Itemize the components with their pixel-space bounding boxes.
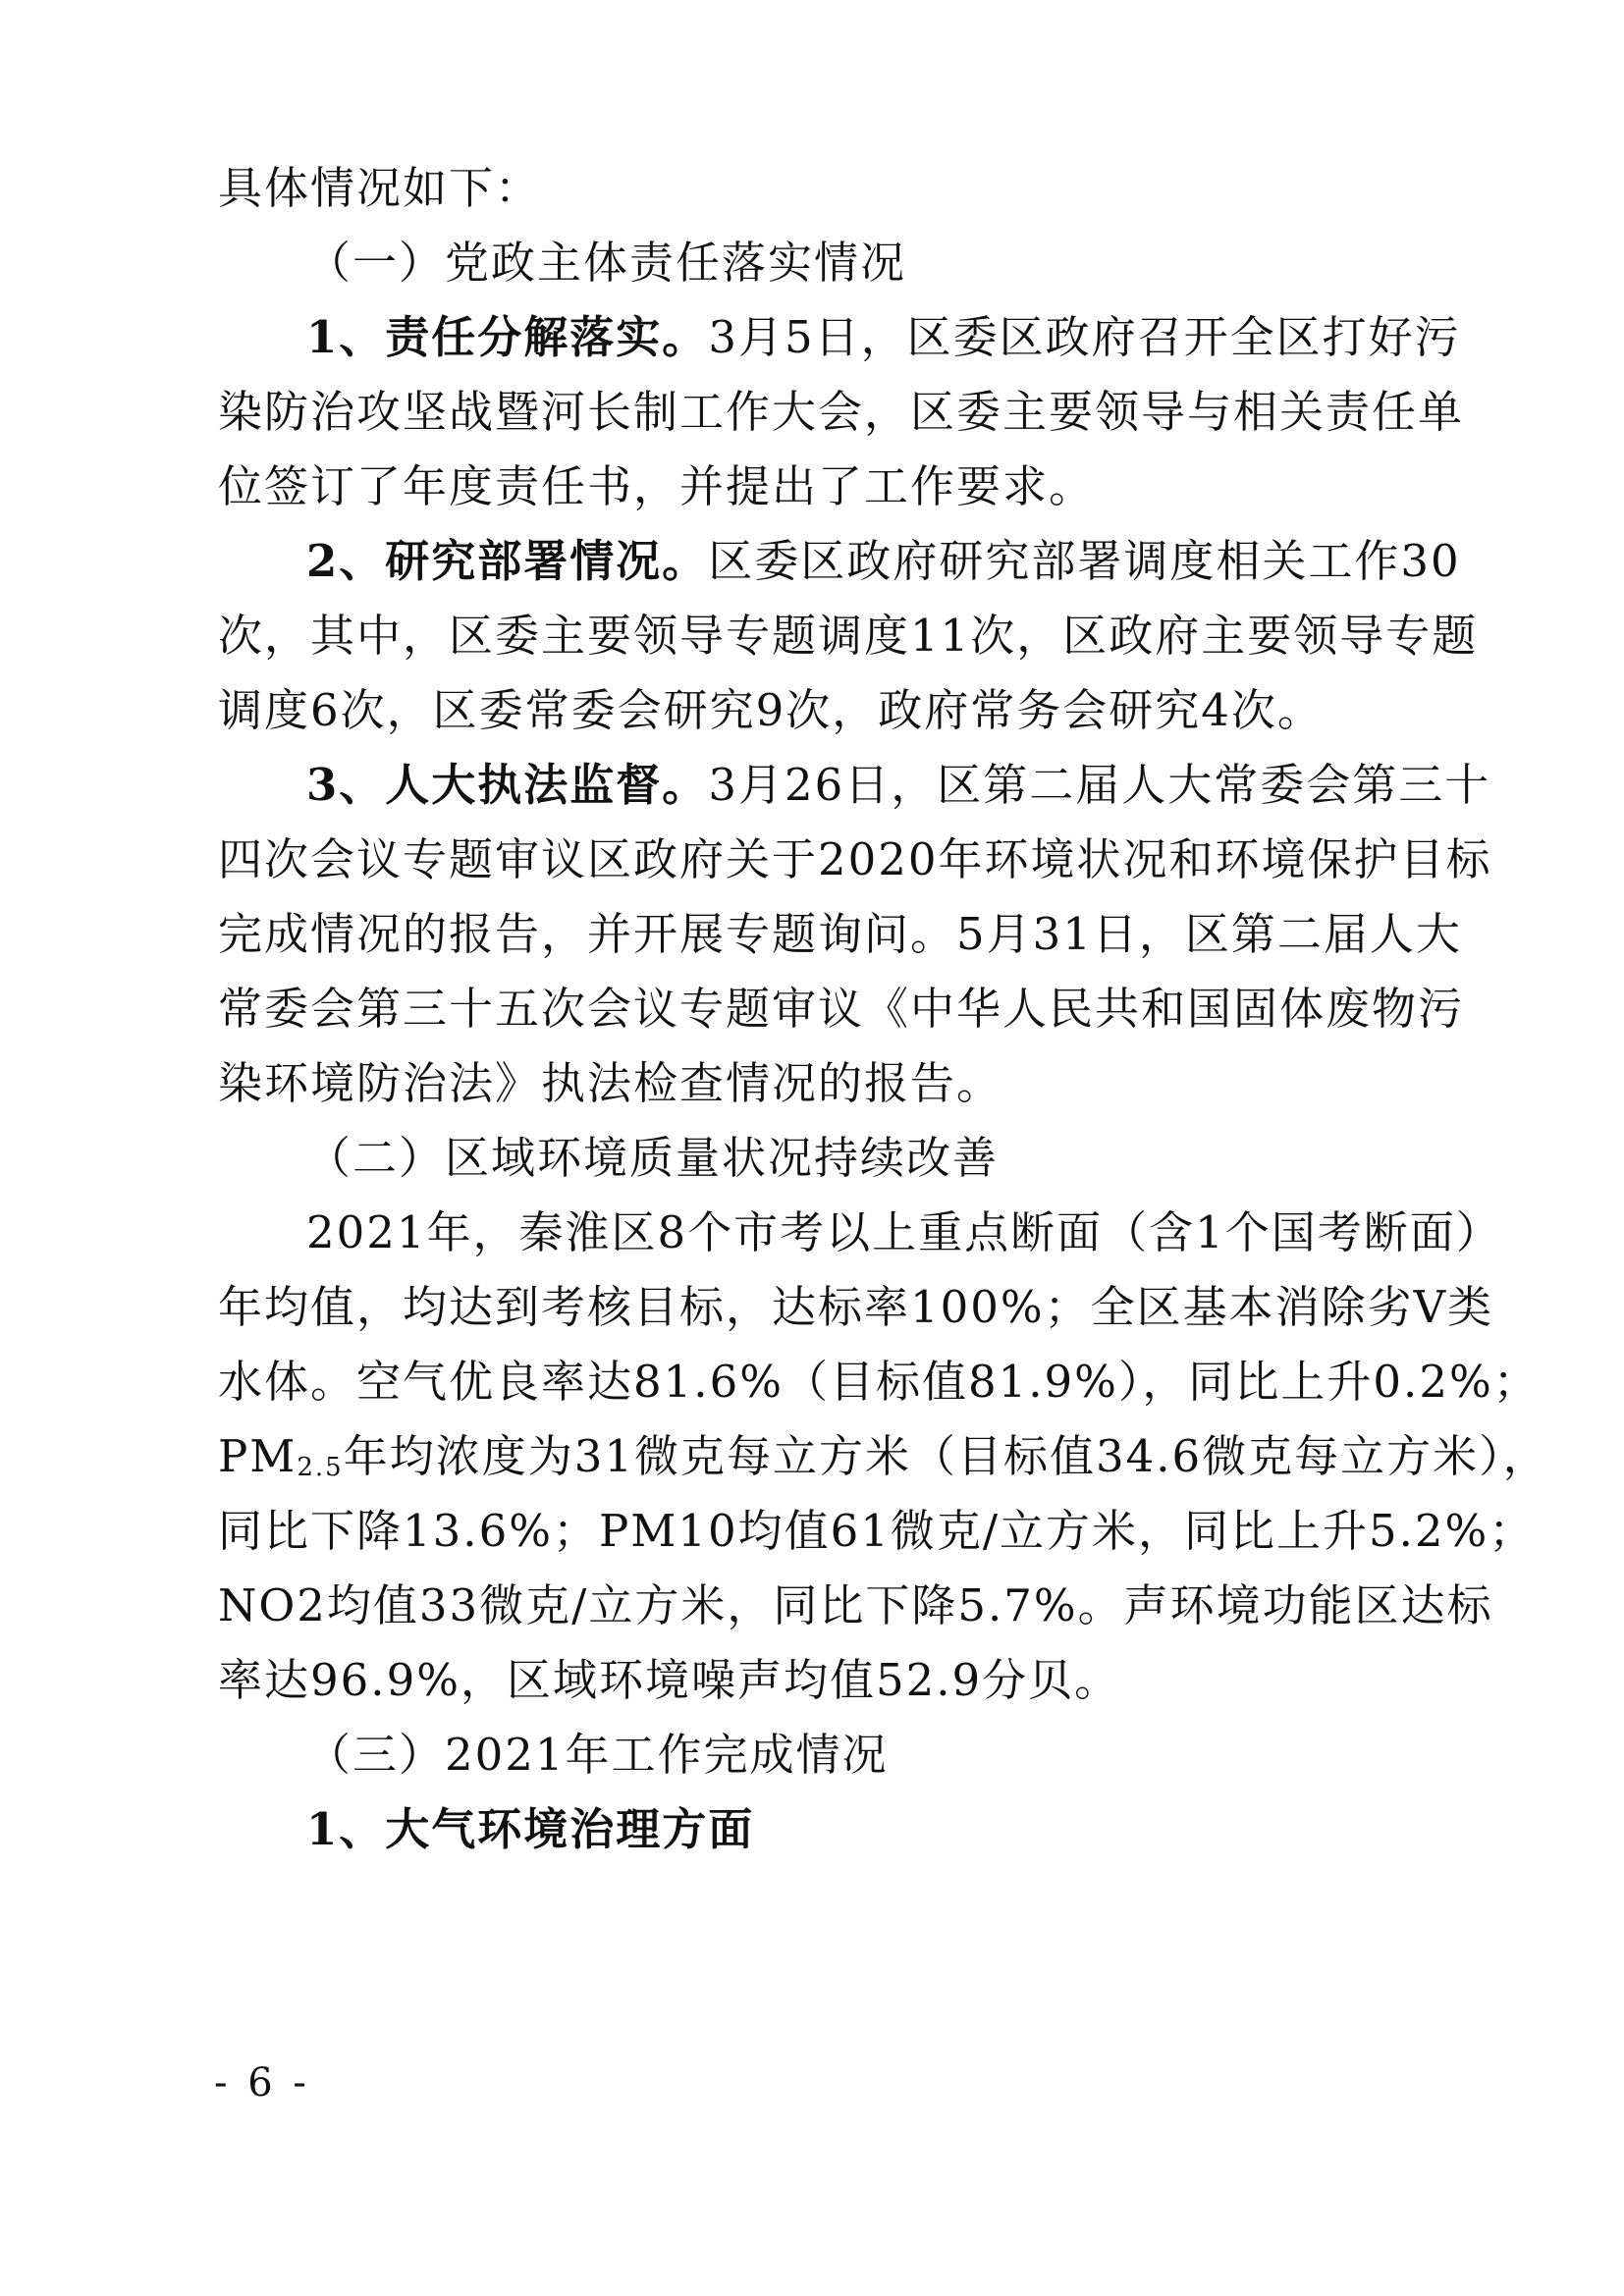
pm-label: PM xyxy=(218,1430,298,1482)
item3-line1 xyxy=(306,746,1491,825)
section1-heading: （一）党政主体责任落实情况 xyxy=(306,237,907,289)
section2-line7: 率达96.9%，区域环境噪声均值52.9分贝。 xyxy=(218,1654,1121,1706)
item2-line1 xyxy=(306,522,1461,601)
section2-line2: 年均值，均达到考核目标，达标率100%；全区基本消除劣V类 xyxy=(218,1281,1494,1333)
section2-line5: 同比下降13.6%；PM10均值61微克/立方米，同比上升5.2%； xyxy=(218,1505,1536,1557)
item1-line2: 染防治攻坚战暨河长制工作大会，区委主要领导与相关责任单 xyxy=(218,386,1465,438)
item3-line4: 常委会第三十五次会议专题审议《中华人民共和国固体废物污 xyxy=(218,983,1465,1035)
item2-line3: 调度6次，区委常委会研究9次，政府常务会研究4次。 xyxy=(218,684,1324,736)
sub1-heading: 1、大气环境治理方面 xyxy=(306,1803,755,1855)
intro-line: 具体情况如下： xyxy=(218,162,542,214)
section2-heading: （二）区域环境质量状况持续改善 xyxy=(306,1132,1000,1184)
section2-line6: NO2均值33微克/立方米，同比下降5.7%。声环境功能区达标 xyxy=(218,1579,1493,1631)
section2-line1: 2021年，秦淮区8个市考以上重点断面（含1个国考断面） xyxy=(306,1206,1502,1258)
item2-title: 2、研究部署情况。 xyxy=(306,535,709,587)
item1-line1 xyxy=(306,298,1461,377)
section2-line3: 水体。空气优良率达81.6%（目标值81.9%），同比上升0.2%； xyxy=(218,1356,1540,1408)
item3-line2: 四次会议专题审议区政府关于2020年环境状况和环境保护目标 xyxy=(218,833,1492,885)
section2-line4 xyxy=(218,1417,1549,1496)
item1-text1: 3月5日，区委区政府召开全区打好污 xyxy=(708,311,1461,363)
page-number: - 6 - xyxy=(214,2060,310,2106)
item3-line3: 完成情况的报告，并开展专题询问。5月31日，区第二届人大 xyxy=(218,908,1462,960)
item3-line5: 染环境防治法》执法检查情况的报告。 xyxy=(218,1057,1003,1109)
section3-heading: （三）2021年工作完成情况 xyxy=(306,1729,889,1781)
section2-line4-text: 年均浓度为31微克每立方米（目标值34.6微克每立方米）， xyxy=(343,1430,1549,1482)
item2-text1: 区委区政府研究部署调度相关工作30 xyxy=(708,535,1461,587)
item1-title: 1、责任分解落实。 xyxy=(306,311,709,363)
item3-text1: 3月26日，区第二届人大常委会第三十 xyxy=(708,759,1491,811)
pm-subscript: 2.5 xyxy=(297,1453,344,1482)
item1-line3: 位签订了年度责任书，并提出了工作要求。 xyxy=(218,460,1096,512)
item3-title: 3、人大执法监督。 xyxy=(306,759,709,811)
item2-line2: 次，其中，区委主要领导专题调度11次，区政府主要领导专题 xyxy=(218,610,1479,662)
